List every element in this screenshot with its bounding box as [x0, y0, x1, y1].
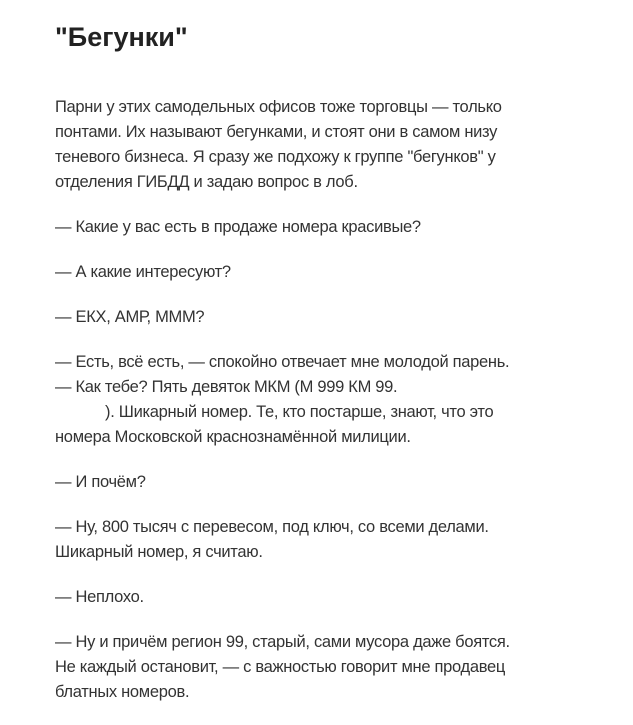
paragraph-line: теневого бизнеса. Я сразу же подхожу к группе "бегунков" у [55, 148, 496, 166]
paragraph [55, 260, 615, 285]
paragraph-line: отделения ГИБДД и задаю вопрос в лоб. [55, 173, 358, 191]
paragraph-line: Парни у этих самодельных офисов тоже торговцы — только [55, 98, 502, 116]
paragraph-line: — Какие у вас есть в продаже номера красивые? [55, 218, 421, 236]
paragraph-line: — Есть, всё есть, — спокойно отвечает мне молодой парень. [55, 353, 510, 371]
paragraph-line: — Ну, 800 тысяч с перевесом, под ключ, со всеми делами. [55, 518, 489, 536]
paragraph-line: — И почём? [55, 473, 146, 491]
paragraph-line: — Ну и причём регион 99, старый, сами мусора даже боятся. [55, 633, 510, 651]
paragraph-line: Шикарный номер, я считаю. [55, 543, 263, 561]
paragraph [55, 585, 615, 610]
article-body [55, 95, 615, 725]
paragraph [55, 630, 615, 705]
paragraph-line: ). Шикарный номер. Те, кто постарше, знают, что это [105, 403, 494, 421]
paragraph-line: Не каждый остановит, — с важностью говорит мне продавец [55, 658, 506, 676]
paragraph [55, 215, 615, 240]
paragraph-line: — Неплохо. [55, 588, 144, 606]
article-title: "Бегунки" [55, 22, 188, 52]
paragraph [55, 515, 615, 565]
paragraph-line: номера Московской краснознамённой милиции. [55, 428, 411, 446]
paragraph-line: блатных номеров. [55, 683, 190, 701]
paragraph-line: — Как тебе? Пять девяток МКМ (М 999 КМ 99. [55, 378, 398, 396]
paragraph-line: понтами. Их называют бегунками, и стоят они в самом низу [55, 123, 498, 141]
paragraph-line: — ЕКХ, АМР, МММ? [55, 308, 205, 326]
paragraph [55, 470, 615, 495]
paragraph-line: — А какие интересуют? [55, 263, 231, 281]
paragraph [55, 305, 615, 330]
paragraph [55, 95, 615, 195]
paragraph [55, 350, 615, 450]
